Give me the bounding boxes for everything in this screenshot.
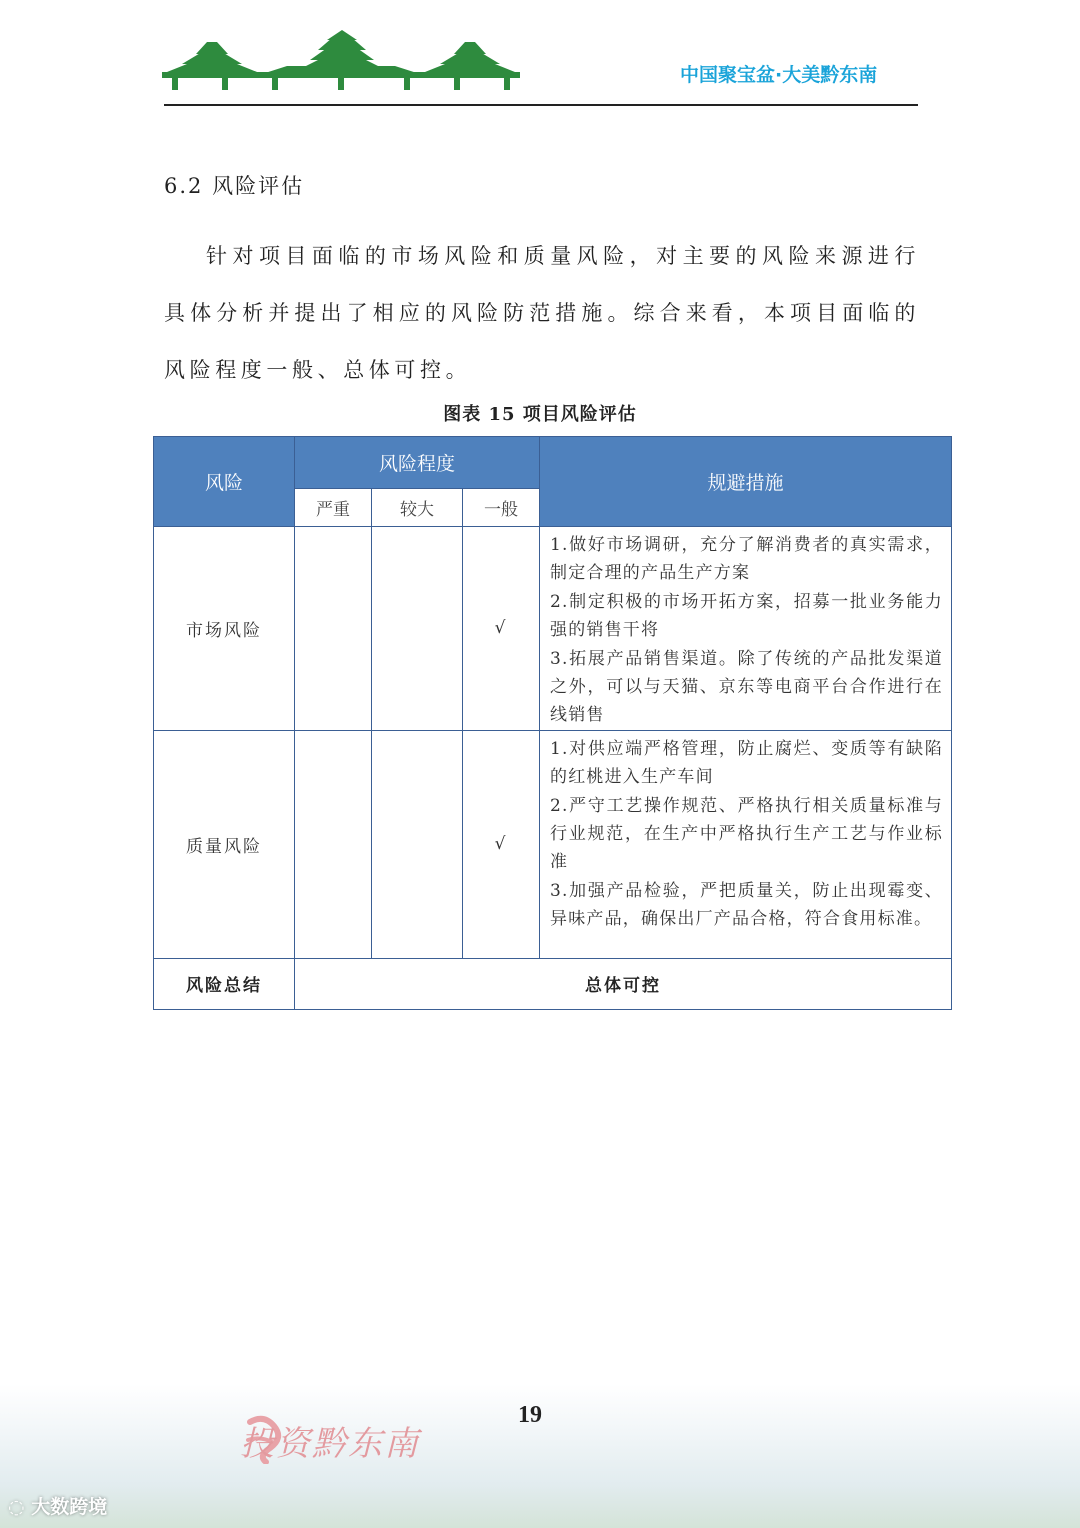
header-divider bbox=[164, 104, 918, 106]
risk-name: 市场风险 bbox=[154, 527, 295, 731]
header-degree: 风险程度 bbox=[295, 437, 540, 489]
page-number: 19 bbox=[518, 1402, 542, 1428]
degree-severe bbox=[295, 527, 372, 731]
body-paragraph-container bbox=[164, 228, 920, 399]
table-row bbox=[154, 730, 952, 958]
degree-large bbox=[372, 730, 463, 958]
measures-cell bbox=[540, 730, 952, 958]
measure-item: 1.对供应端严格管理，防止腐烂、变质等有缺陷的红桃进入生产车间 bbox=[550, 738, 943, 788]
footer-brand-text: 投资黔东南 bbox=[240, 1424, 420, 1464]
risk-name: 质量风险 bbox=[154, 730, 295, 958]
measures-cell bbox=[540, 527, 952, 731]
header-risk: 风险 bbox=[154, 437, 295, 527]
measure-item: 2.严守工艺操作规范、严格执行相关质量标准与行业规范，在生产中严格执行生产工艺与作业标准 bbox=[550, 795, 943, 873]
measure-item: 3.加强产品检验，严把质量关，防止出现霉变、异味产品，确保出厂产品合格，符合食用标准。 bbox=[550, 880, 943, 930]
degree-severe bbox=[295, 730, 372, 958]
table-row bbox=[154, 527, 952, 731]
header-severe: 严重 bbox=[295, 489, 372, 527]
section-heading: 6.2 风险评估 bbox=[164, 174, 305, 198]
summary-row bbox=[154, 958, 952, 1009]
table-header-row bbox=[154, 437, 952, 489]
table-caption: 图表 15 项目风险评估 bbox=[443, 404, 637, 425]
degree-general-check: √ bbox=[463, 730, 540, 958]
measure-item: 2.制定积极的市场开拓方案，招募一批业务能力强的销售干将 bbox=[550, 591, 943, 641]
watermark bbox=[8, 1492, 107, 1519]
summary-label: 风险总结 bbox=[154, 958, 295, 1009]
degree-general-check: √ bbox=[463, 527, 540, 731]
header-measures: 规避措施 bbox=[540, 437, 952, 527]
degree-large bbox=[372, 527, 463, 731]
watermark-logo-icon: ◌ bbox=[8, 1496, 32, 1518]
watermark-text: 大数跨境 bbox=[31, 1496, 108, 1518]
measure-item: 1.做好市场调研，充分了解消费者的真实需求，制定合理的产品生产方案 bbox=[550, 535, 943, 584]
summary-value: 总体可控 bbox=[295, 958, 952, 1009]
drum-tower-logo-icon bbox=[162, 28, 520, 92]
header-large: 较大 bbox=[372, 489, 463, 527]
body-paragraph: 针对项目面临的市场风险和质量风险，对主要的风险来源进行具体分析并提出了相应的风险防范措施。综合来看，本项目面临的风险程度一般、总体可控。 bbox=[164, 244, 920, 382]
header-general: 一般 bbox=[463, 489, 540, 527]
header-slogan: 中国聚宝盆·大美黔东南 bbox=[680, 64, 878, 86]
measure-item: 3.拓展产品销售渠道。除了传统的产品批发渠道之外，可以与天猫、京东等电商平台合作进行在线销售 bbox=[550, 648, 943, 726]
risk-assessment-table bbox=[153, 436, 952, 1010]
